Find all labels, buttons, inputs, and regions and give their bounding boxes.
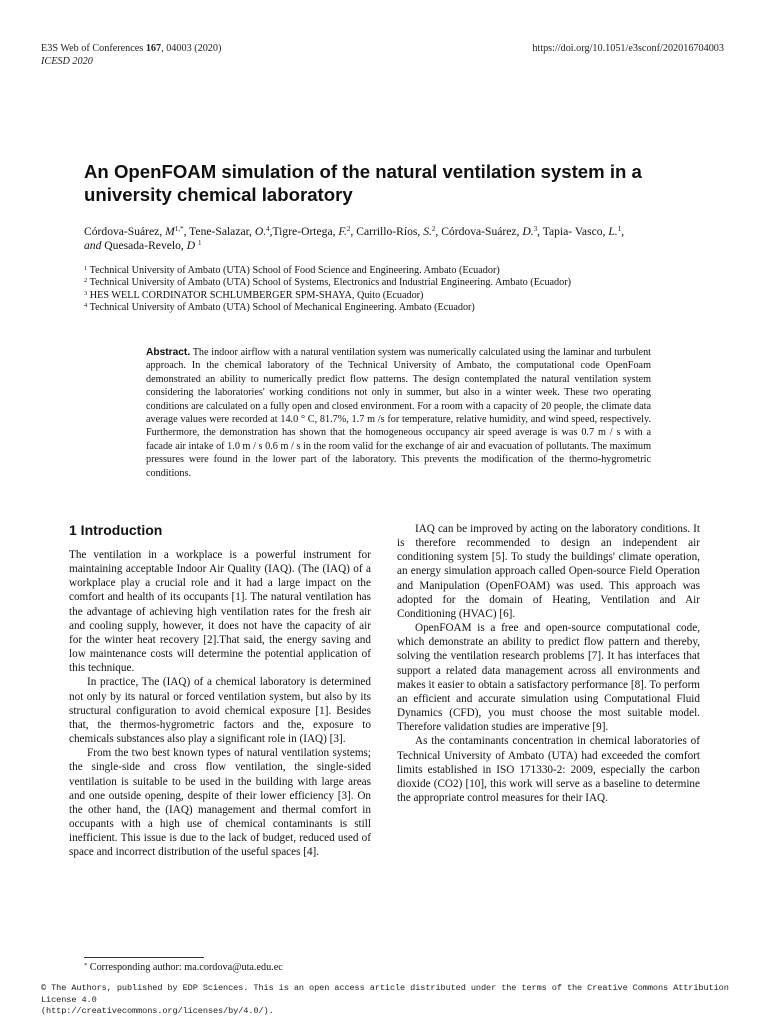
running-header-left — [41, 42, 221, 68]
affiliation-item: $^2$ Technical University of Ambato (UTA) School of Systems, Electronics and Industrial Engineering. Ambato (Ecuador) — [84, 277, 572, 289]
body-paragraph: OpenFOAM is a free and open-source computational code, which demonstrate an ability to predict flow pattern and thereby, solving the ventilation research problems [7]. It has interfaces that support a related data management across all environments and makes it easier to obtain a satisfactory performance [8]. To perform an efficient and accurate simulation using Computational Fluid Dynamics (CFD), you must choose the most suitable model. Therefore validation studies are imperative [9]. — [397, 622, 700, 734]
paper-title: An OpenFOAM simulation of the natural ventilation system in a university chemical laboratory — [84, 161, 642, 205]
section-heading: 1 Introduction — [69, 522, 163, 538]
affiliation-item: $^3$ HES WELL CORDINATOR SCHLUMBERGER SPM-SHAYA, Quito (Ecuador) — [84, 289, 424, 301]
footnote — [84, 962, 283, 974]
journal-name: E3S Web of Conferences — [41, 43, 146, 54]
author-list: Córdova-Suárez, $M^{1,*}$, Tene-Salazar, O.$^4$,Tigre-Ortega, F.$^2$, Carrillo-Ríos, S.$^2$, Córdova-Suárez, D.$^3$, Tapia- Vasco, L.$^1$, and Quesada-Revelo, D $^1$ — [84, 225, 625, 252]
article-number: , 04003 (2020) — [161, 43, 222, 54]
left-column — [69, 548, 371, 859]
body-paragraph: From the two best known types of natural ventilation systems; the single-side and cross flow ventilation, the single-sided ventilation is suitable to be used in the building with large areas and one outside opening, despite of their lower efficiency [3]. On the other hand, the (IAQ) management and thermal comfort in occupants with a high use of chemical contaminants is still inefficient. This issue is due to the lack of budget, reduced used of space and incorrect distribution of the useful spaces [4]. — [69, 747, 371, 859]
abstract-label: Abstract. — [146, 347, 191, 358]
journal-volume: 167 — [145, 43, 162, 54]
footnote-divider — [84, 957, 204, 958]
affiliation-item: $^1$ Technical University of Ambato (UTA) School of Food Science and Engineering. Ambato (Ecuador) — [84, 265, 500, 276]
conference-name: ICESD 2020 — [41, 56, 93, 67]
abstract-text: The indoor airflow with a natural ventilation system was numerically calculated using the laminar and turbulent approach. In the chemical laboratory of the Technical University of Ambato, the computational code OpenFoam demonstrated an ability to numerically predict flow patterns. The design contemplated the natural ventilation system considering the laboratories' working conditions not only in summer, but also in a winter week. These two operating conditions are calculated on a fully open and closed environment. For a room with a capacity of 20 people, the climate data average values were recorded at 14.0 ° C, 81.7%, 1.7 m /s for temperature, relative humidity, and wind speed, respectively. Furthermore, the demonstration has shown that the homogeneous occupancy air speed average is was 0.7 m / s with a facade air intake of 1.0 m / s 0.6 m / s in the room valid for the exchange of air and evacuation of pollutants. The maximum pressures were found in the lower part of the laboratory. This prevents the modification of the thermo-hygrometric conditions. — [146, 347, 651, 479]
license-link[interactable]: (http://creativecommons.org/licenses/by/4.0/). — [41, 1006, 274, 1016]
body-paragraph: The ventilation in a workplace is a powerful instrument for maintaining acceptable Indoor Air Quality (IAQ). (The (IAQ) of a workplace play a crucial role and it had a large impact on the comfort and health of its occupants [1]. The natural ventilation has the advantage of achieving high ventilation rates for the fresh air and cooling supply, however, it does not have the capacity of air for the winter heat recovery [2].That said, the energy saving and low maintenance costs will determine the potential application of this technique. — [69, 549, 371, 675]
body-paragraph: As the contaminants concentration in chemical laboratories of Technical University of Ambato (UTA) had exceeded the comfort limits established in ISO 171330-2: 2009, especially the carbon dioxide (CO2) [10], this work will serve as a baseline to determine the appropriate control measures for their IAQ. — [397, 735, 700, 804]
affiliation-item: $^4$ Technical University of Ambato (UTA) School of Mechanical Engineering. Ambato (Ecuador) — [84, 301, 475, 313]
body-paragraph: IAQ can be improved by acting on the laboratory conditions. It is therefore recommended to design an independent air conditioning system [5]. To study the buildings' climate operation, an energy simulation approach called Open-source Field Operation and Manipulation (OpenFOAM) was used. This approach was adopted for the domain of Heating, Ventilation and Air Conditioning (HVAC) [6]. — [397, 523, 700, 620]
affiliations — [84, 265, 704, 314]
doi-link[interactable]: https://doi.org/10.1051/e3sconf/202016704003 — [532, 43, 724, 54]
abstract — [146, 346, 651, 480]
footnote-marker: * — [84, 962, 88, 969]
body-paragraph: In practice, The (IAQ) of a chemical laboratory is determined not only by its natural or forced ventilation system, but also by its structural configuration to avoid chemical exposure [1]. Besides that, the thermos-hygrometric factors and the, exposure to chemicals substances also play a significant role in (IAQ) [3]. — [69, 676, 371, 746]
license-notice — [41, 983, 731, 1018]
right-column — [397, 522, 700, 805]
footnote-text: Corresponding author: ma.cordova@uta.edu.ec — [87, 962, 283, 973]
license-line: © The Authors, published by EDP Sciences. This is an open access article distributed under the terms of the Creative Commons Attribution License 4.0 — [41, 983, 729, 1005]
